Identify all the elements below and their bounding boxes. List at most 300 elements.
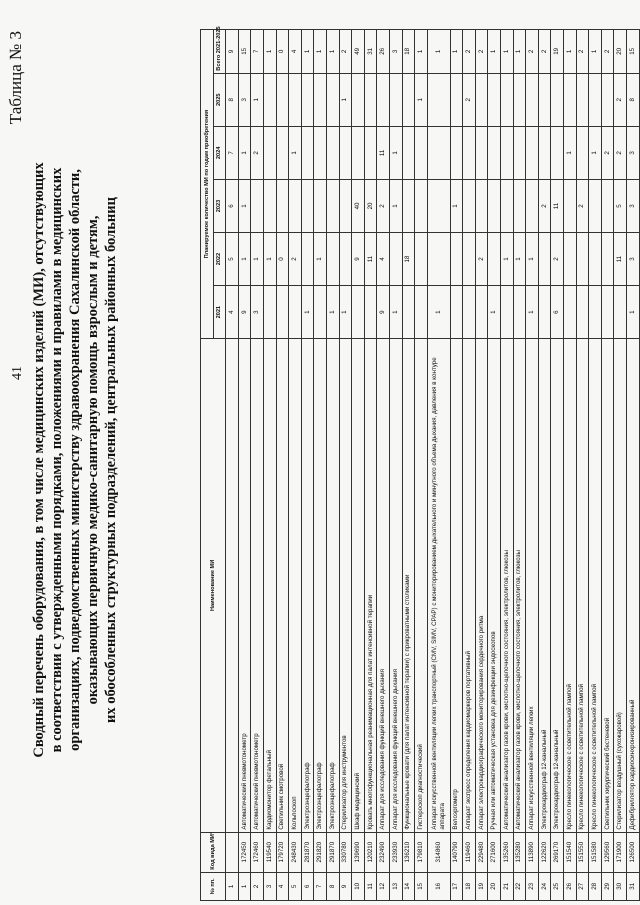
cell-year-2022 bbox=[538, 233, 551, 286]
cell-code: 120210 bbox=[364, 832, 377, 872]
cell-year-2021 bbox=[589, 286, 602, 339]
cell-name: Гистероскоп диагностический bbox=[415, 339, 428, 832]
cell-total: 0 bbox=[276, 30, 289, 74]
cell-total: 2 bbox=[601, 30, 614, 74]
cell-code bbox=[226, 832, 239, 872]
cell-total: 1 bbox=[513, 30, 526, 74]
cell-year-2024 bbox=[352, 126, 365, 179]
cell-year-2023 bbox=[289, 179, 302, 232]
cell-year-2021: 9 bbox=[377, 286, 390, 339]
cell-year-2022: 3 bbox=[627, 233, 640, 286]
cell-year-2023 bbox=[463, 179, 476, 232]
header-year: 2022 bbox=[213, 233, 226, 286]
cell-total: 1 bbox=[314, 30, 327, 74]
cell-no: 27 bbox=[576, 872, 589, 900]
cell-code: 126500 bbox=[627, 832, 640, 872]
cell-year-2025 bbox=[263, 73, 276, 126]
cell-no: 8 bbox=[326, 872, 339, 900]
cell-year-2021 bbox=[601, 286, 614, 339]
cell-year-2021 bbox=[501, 286, 514, 339]
cell-year-2022: 11 bbox=[614, 233, 627, 286]
cell-code: 232490 bbox=[377, 832, 390, 872]
cell-year-2021: 1 bbox=[326, 286, 339, 339]
cell-year-2022 bbox=[427, 233, 450, 286]
cell-total: 3 bbox=[389, 30, 402, 74]
cell-total: 2 bbox=[576, 30, 589, 74]
cell-year-2024 bbox=[538, 126, 551, 179]
cell-name: Автоматический анализатор газов крови, кислотно-щелочного состояния, электролитов, глюкозы bbox=[501, 339, 514, 832]
cell-no: 23 bbox=[526, 872, 539, 900]
cell-year-2021: 1 bbox=[339, 286, 352, 339]
cell-year-2023 bbox=[402, 179, 415, 232]
cell-name: Электрокардиограф 12-канальный bbox=[551, 339, 564, 832]
table-row bbox=[450, 30, 463, 901]
cell-year-2021 bbox=[364, 286, 377, 339]
cell-year-2025: 1 bbox=[339, 73, 352, 126]
cell-no: 17 bbox=[450, 872, 463, 900]
cell-name: Стерилизатор для инструментов bbox=[339, 339, 352, 832]
cell-year-2024 bbox=[301, 126, 314, 179]
table-row bbox=[538, 30, 551, 901]
cell-code: 151550 bbox=[576, 832, 589, 872]
cell-total: 2 bbox=[538, 30, 551, 74]
cell-year-2025 bbox=[589, 73, 602, 126]
cell-year-2022: 1 bbox=[263, 233, 276, 286]
cell-name: Стерилизатор воздушный (сухожаровой) bbox=[614, 339, 627, 832]
cell-no: 1 bbox=[238, 872, 251, 900]
cell-year-2021: 3 bbox=[251, 286, 264, 339]
cell-code: 139690 bbox=[352, 832, 365, 872]
cell-no: 13 bbox=[389, 872, 402, 900]
cell-year-2023 bbox=[513, 179, 526, 232]
cell-total: 2 bbox=[339, 30, 352, 74]
cell-no: 18 bbox=[463, 872, 476, 900]
cell-year-2022 bbox=[601, 233, 614, 286]
cell-year-2022: 11 bbox=[364, 233, 377, 286]
table-row bbox=[289, 30, 302, 901]
cell-year-2021 bbox=[352, 286, 365, 339]
table-body bbox=[226, 30, 639, 901]
cell-year-2025 bbox=[488, 73, 501, 126]
cell-year-2023 bbox=[589, 179, 602, 232]
cell-total: 49 bbox=[352, 30, 365, 74]
cell-year-2024 bbox=[576, 126, 589, 179]
header-total: Всего 2021-2025 bbox=[213, 30, 226, 74]
page-number: 41 bbox=[10, 366, 25, 380]
cell-name: Электрокардиограф 12-канальный bbox=[538, 339, 551, 832]
cell-code: 135280 bbox=[513, 832, 526, 872]
cell-year-2025 bbox=[601, 73, 614, 126]
cell-code: 291870 bbox=[326, 832, 339, 872]
cell-total: 1 bbox=[450, 30, 463, 74]
cell-year-2022 bbox=[589, 233, 602, 286]
cell-year-2024 bbox=[501, 126, 514, 179]
table-row bbox=[251, 30, 264, 901]
cell-total: 1 bbox=[301, 30, 314, 74]
cell-name: Автоматический пневмотонометр bbox=[251, 339, 264, 832]
cell-total: 1 bbox=[326, 30, 339, 74]
cell-year-2022: 1 bbox=[501, 233, 514, 286]
cell-total: 1 bbox=[263, 30, 276, 74]
cell-total: 1 bbox=[501, 30, 514, 74]
cell-no: 31 bbox=[627, 872, 640, 900]
cell-year-2021: 6 bbox=[551, 286, 564, 339]
cell-year-2024: 2 bbox=[614, 126, 627, 179]
cell-year-2022 bbox=[463, 233, 476, 286]
cell-year-2022: 2 bbox=[289, 233, 302, 286]
cell-year-2022 bbox=[326, 233, 339, 286]
cell-year-2024: 1 bbox=[289, 126, 302, 179]
cell-year-2021 bbox=[402, 286, 415, 339]
cell-no: 24 bbox=[538, 872, 551, 900]
cell-code: 314860 bbox=[427, 832, 450, 872]
table-row bbox=[576, 30, 589, 901]
cell-no: 4 bbox=[276, 872, 289, 900]
cell-year-2024: 1 bbox=[564, 126, 577, 179]
cell-year-2024 bbox=[364, 126, 377, 179]
table-row bbox=[326, 30, 339, 901]
cell-code: 281870 bbox=[301, 832, 314, 872]
cell-no: 25 bbox=[551, 872, 564, 900]
cell-no: 3 bbox=[263, 872, 276, 900]
cell-year-2025 bbox=[276, 73, 289, 126]
cell-year-2025: 8 bbox=[627, 73, 640, 126]
cell-year-2025: 2 bbox=[463, 73, 476, 126]
cell-total: 9 bbox=[226, 30, 239, 74]
table-row bbox=[402, 30, 415, 901]
cell-total: 1 bbox=[427, 30, 450, 74]
cell-year-2021: 1 bbox=[301, 286, 314, 339]
cell-year-2023: 2 bbox=[576, 179, 589, 232]
cell-year-2022: 9 bbox=[352, 233, 365, 286]
cell-year-2024 bbox=[415, 126, 428, 179]
cell-year-2025 bbox=[289, 73, 302, 126]
cell-year-2025: 1 bbox=[415, 73, 428, 126]
cell-year-2023: 40 bbox=[352, 179, 365, 232]
document-page bbox=[0, 15, 636, 905]
cell-total: 26 bbox=[377, 30, 390, 74]
cell-year-2025: 1 bbox=[251, 73, 264, 126]
cell-year-2025 bbox=[538, 73, 551, 126]
cell-year-2022: 2 bbox=[475, 233, 488, 286]
cell-code: 179810 bbox=[415, 832, 428, 872]
cell-year-2023 bbox=[263, 179, 276, 232]
cell-year-2022 bbox=[488, 233, 501, 286]
table-row bbox=[501, 30, 514, 901]
cell-code: 248430 bbox=[289, 832, 302, 872]
cell-year-2025 bbox=[364, 73, 377, 126]
header-year: 2025 bbox=[213, 73, 226, 126]
table-row bbox=[314, 30, 327, 901]
cell-code: 140790 bbox=[450, 832, 463, 872]
table-row bbox=[263, 30, 276, 901]
cell-name: Функциональные кровати (для палат интенсивной терапии) с прикроватными столиками bbox=[402, 339, 415, 832]
cell-name: Автоматический анализатор газов крови, кислотно-щелочного состояния, электролитов, глюкозы bbox=[513, 339, 526, 832]
cell-year-2022: 4 bbox=[377, 233, 390, 286]
cell-year-2024 bbox=[326, 126, 339, 179]
cell-year-2021: 1 bbox=[427, 286, 450, 339]
cell-year-2023: 1 bbox=[450, 179, 463, 232]
cell-year-2024 bbox=[314, 126, 327, 179]
cell-no: 5 bbox=[289, 872, 302, 900]
cell-year-2023: 1 bbox=[238, 179, 251, 232]
cell-year-2023: 20 bbox=[364, 179, 377, 232]
cell-year-2021 bbox=[289, 286, 302, 339]
title-line: оказывающих первичную медико-санитарную помощь взрослым и детям, bbox=[85, 215, 101, 705]
cell-year-2024: 2 bbox=[601, 126, 614, 179]
cell-code: 135260 bbox=[501, 832, 514, 872]
cell-code: 151580 bbox=[589, 832, 602, 872]
cell-total: 18 bbox=[402, 30, 415, 74]
cell-year-2021: 9 bbox=[238, 286, 251, 339]
cell-code: 119460 bbox=[463, 832, 476, 872]
cell-name: Аппарат для исследования функций внешнего дыхания bbox=[377, 339, 390, 832]
cell-no: 10 bbox=[352, 872, 365, 900]
cell-year-2024 bbox=[263, 126, 276, 179]
cell-year-2022 bbox=[564, 233, 577, 286]
cell-no: 2 bbox=[251, 872, 264, 900]
table-row bbox=[352, 30, 365, 901]
cell-no: 29 bbox=[601, 872, 614, 900]
cell-year-2025 bbox=[576, 73, 589, 126]
cell-name: Кресло гинекологическое с осветительной лампой bbox=[564, 339, 577, 832]
cell-code: 151540 bbox=[564, 832, 577, 872]
cell-year-2024: 11 bbox=[377, 126, 390, 179]
cell-name: Шкаф медицинский bbox=[352, 339, 365, 832]
cell-year-2024: 1 bbox=[389, 126, 402, 179]
cell-no: 12 bbox=[377, 872, 390, 900]
cell-year-2025: 3 bbox=[238, 73, 251, 126]
table-row bbox=[463, 30, 476, 901]
table-row bbox=[415, 30, 428, 901]
cell-code: 171900 bbox=[614, 832, 627, 872]
cell-year-2021 bbox=[450, 286, 463, 339]
cell-year-2021 bbox=[576, 286, 589, 339]
cell-total: 1 bbox=[488, 30, 501, 74]
cell-year-2023 bbox=[475, 179, 488, 232]
cell-year-2023 bbox=[276, 179, 289, 232]
table-row bbox=[427, 30, 450, 901]
cell-year-2025 bbox=[564, 73, 577, 126]
cell-code: 122620 bbox=[538, 832, 551, 872]
cell-year-2024 bbox=[526, 126, 539, 179]
cell-year-2022: 1 bbox=[251, 233, 264, 286]
cell-year-2021 bbox=[415, 286, 428, 339]
cell-no: 26 bbox=[564, 872, 577, 900]
cell-year-2022 bbox=[301, 233, 314, 286]
cell-code: 179720 bbox=[276, 832, 289, 872]
cell-year-2024 bbox=[450, 126, 463, 179]
cell-code: 136210 bbox=[402, 832, 415, 872]
cell-no: 15 bbox=[415, 872, 428, 900]
table-row bbox=[276, 30, 289, 901]
cell-year-2024 bbox=[339, 126, 352, 179]
cell-year-2022: 1 bbox=[513, 233, 526, 286]
cell-year-2024 bbox=[276, 126, 289, 179]
header-year: 2024 bbox=[213, 126, 226, 179]
cell-year-2022 bbox=[389, 233, 402, 286]
table-row bbox=[601, 30, 614, 901]
cell-code: 229480 bbox=[475, 832, 488, 872]
cell-year-2023 bbox=[488, 179, 501, 232]
title-line: Сводный перечень оборудования, в том числе медицинских изделий (МИ), отсутствующих bbox=[31, 162, 47, 758]
cell-year-2023: 1 bbox=[389, 179, 402, 232]
cell-year-2022: 2 bbox=[551, 233, 564, 286]
cell-year-2024 bbox=[463, 126, 476, 179]
cell-year-2022 bbox=[415, 233, 428, 286]
cell-name: Автоматический пневмотонометр bbox=[238, 339, 251, 832]
cell-year-2023: 5 bbox=[614, 179, 627, 232]
cell-total: 4 bbox=[289, 30, 302, 74]
cell-name: Кровать многофункциональная реанимационная для палат интенсивной терапии bbox=[364, 339, 377, 832]
cell-name: Велоэргометр bbox=[450, 339, 463, 832]
cell-no: 20 bbox=[488, 872, 501, 900]
cell-code: 269170 bbox=[551, 832, 564, 872]
cell-year-2024 bbox=[488, 126, 501, 179]
cell-name: Аппарат для исследования функций внешнего дыхания bbox=[389, 339, 402, 832]
cell-year-2025 bbox=[352, 73, 365, 126]
cell-name: Электроэнцефалограф bbox=[314, 339, 327, 832]
cell-code: 330780 bbox=[339, 832, 352, 872]
cell-year-2022: 1 bbox=[238, 233, 251, 286]
cell-name: Аппарат электрокардиографического мониторирования сердечного ритма bbox=[475, 339, 488, 832]
cell-year-2023 bbox=[314, 179, 327, 232]
cell-name: Дефибриллятор кардиосинхронизированный bbox=[627, 339, 640, 832]
header-year: 2021 bbox=[213, 286, 226, 339]
cell-year-2025 bbox=[513, 73, 526, 126]
cell-no: 22 bbox=[513, 872, 526, 900]
cell-total: 15 bbox=[627, 30, 640, 74]
cell-no: 1 bbox=[226, 872, 239, 900]
cell-no: 7 bbox=[314, 872, 327, 900]
cell-year-2021 bbox=[475, 286, 488, 339]
cell-year-2021 bbox=[538, 286, 551, 339]
cell-no: 30 bbox=[614, 872, 627, 900]
cell-no: 16 bbox=[427, 872, 450, 900]
cell-year-2024 bbox=[427, 126, 450, 179]
cell-year-2021 bbox=[463, 286, 476, 339]
table-row bbox=[389, 30, 402, 901]
cell-name: Аппарат экспресс определения кардиомаркеров портативный bbox=[463, 339, 476, 832]
cell-year-2024: 2 bbox=[251, 126, 264, 179]
cell-year-2025 bbox=[526, 73, 539, 126]
cell-name: Электроэнцефалограф bbox=[301, 339, 314, 832]
table-row bbox=[226, 30, 239, 901]
cell-year-2025 bbox=[450, 73, 463, 126]
title-line: в соответствии с утвержденными порядками, положениями и правилами в медицинских bbox=[49, 167, 65, 753]
table-row bbox=[301, 30, 314, 901]
cell-year-2021 bbox=[314, 286, 327, 339]
cell-name: Светильник смотровой bbox=[276, 339, 289, 832]
cell-year-2025 bbox=[501, 73, 514, 126]
cell-no: 6 bbox=[301, 872, 314, 900]
table-row bbox=[364, 30, 377, 901]
cell-year-2024 bbox=[475, 126, 488, 179]
cell-year-2023 bbox=[564, 179, 577, 232]
cell-year-2023 bbox=[601, 179, 614, 232]
cell-name: Кресло гинекологическое с осветительной лампой bbox=[576, 339, 589, 832]
cell-total: 1 bbox=[564, 30, 577, 74]
cell-total: 1 bbox=[589, 30, 602, 74]
cell-year-2022: 5 bbox=[226, 233, 239, 286]
cell-year-2021: 4 bbox=[226, 286, 239, 339]
table-row bbox=[564, 30, 577, 901]
cell-no: 21 bbox=[501, 872, 514, 900]
table-number: Таблица № 3 bbox=[6, 31, 25, 125]
table-row bbox=[513, 30, 526, 901]
cell-year-2024: 7 bbox=[226, 126, 239, 179]
cell-total: 19 bbox=[551, 30, 564, 74]
cell-code: 271600 bbox=[488, 832, 501, 872]
cell-year-2021: 1 bbox=[627, 286, 640, 339]
equipment-table bbox=[200, 26, 640, 901]
cell-code: 172460 bbox=[251, 832, 264, 872]
cell-total: 31 bbox=[364, 30, 377, 74]
cell-year-2024: 1 bbox=[238, 126, 251, 179]
table-row bbox=[627, 30, 640, 901]
cell-year-2025 bbox=[389, 73, 402, 126]
cell-year-2022: 1 bbox=[314, 233, 327, 286]
cell-year-2023 bbox=[301, 179, 314, 232]
cell-year-2025 bbox=[402, 73, 415, 126]
cell-year-2024: 3 bbox=[627, 126, 640, 179]
cell-year-2025 bbox=[326, 73, 339, 126]
cell-year-2024 bbox=[513, 126, 526, 179]
table-row bbox=[488, 30, 501, 901]
cell-code: 129560 bbox=[601, 832, 614, 872]
cell-year-2023: 3 bbox=[627, 179, 640, 232]
cell-year-2025 bbox=[427, 73, 450, 126]
cell-year-2023 bbox=[251, 179, 264, 232]
cell-year-2023 bbox=[326, 179, 339, 232]
table-row bbox=[526, 30, 539, 901]
cell-year-2024 bbox=[551, 126, 564, 179]
table-row bbox=[475, 30, 488, 901]
cell-name: Аппарат искусственной вентиляции легких bbox=[526, 339, 539, 832]
cell-year-2022: 0 bbox=[276, 233, 289, 286]
cell-year-2025 bbox=[301, 73, 314, 126]
cell-year-2023: 11 bbox=[551, 179, 564, 232]
cell-name: Кольпоскоп bbox=[289, 339, 302, 832]
document-title bbox=[30, 35, 120, 885]
cell-year-2024: 1 bbox=[589, 126, 602, 179]
cell-year-2022: 1 bbox=[526, 233, 539, 286]
table-row bbox=[339, 30, 352, 901]
cell-year-2025: 2 bbox=[614, 73, 627, 126]
table-row bbox=[238, 30, 251, 901]
cell-year-2023 bbox=[415, 179, 428, 232]
cell-year-2025 bbox=[314, 73, 327, 126]
title-line: их обособленных структурных подразделений, центральных районных больниц bbox=[103, 197, 119, 723]
cell-year-2023 bbox=[339, 179, 352, 232]
cell-name: Кардиомонитор фетальный bbox=[263, 339, 276, 832]
header-no: № пп. bbox=[201, 872, 226, 900]
title-line: организациях, подведомственных министерству здравоохранения Сахалинской области, bbox=[67, 169, 83, 751]
cell-no: 14 bbox=[402, 872, 415, 900]
cell-name: Аппарат искусственной вентиляции легких транспортный (CMV, SIMV, CPAP) с мониторированием дыхательного и минутного объема дыхания, давления в контуре аппарата bbox=[427, 339, 450, 832]
table-row bbox=[377, 30, 390, 901]
cell-code: 291820 bbox=[314, 832, 327, 872]
cell-year-2022: 18 bbox=[402, 233, 415, 286]
cell-year-2023: 2 bbox=[377, 179, 390, 232]
cell-code: 119540 bbox=[263, 832, 276, 872]
cell-no: 28 bbox=[589, 872, 602, 900]
cell-year-2023 bbox=[501, 179, 514, 232]
cell-year-2023 bbox=[427, 179, 450, 232]
header-code: Код вида МИ¹ bbox=[201, 832, 226, 872]
cell-year-2021 bbox=[513, 286, 526, 339]
header-name: Наименование МИ bbox=[201, 339, 226, 832]
